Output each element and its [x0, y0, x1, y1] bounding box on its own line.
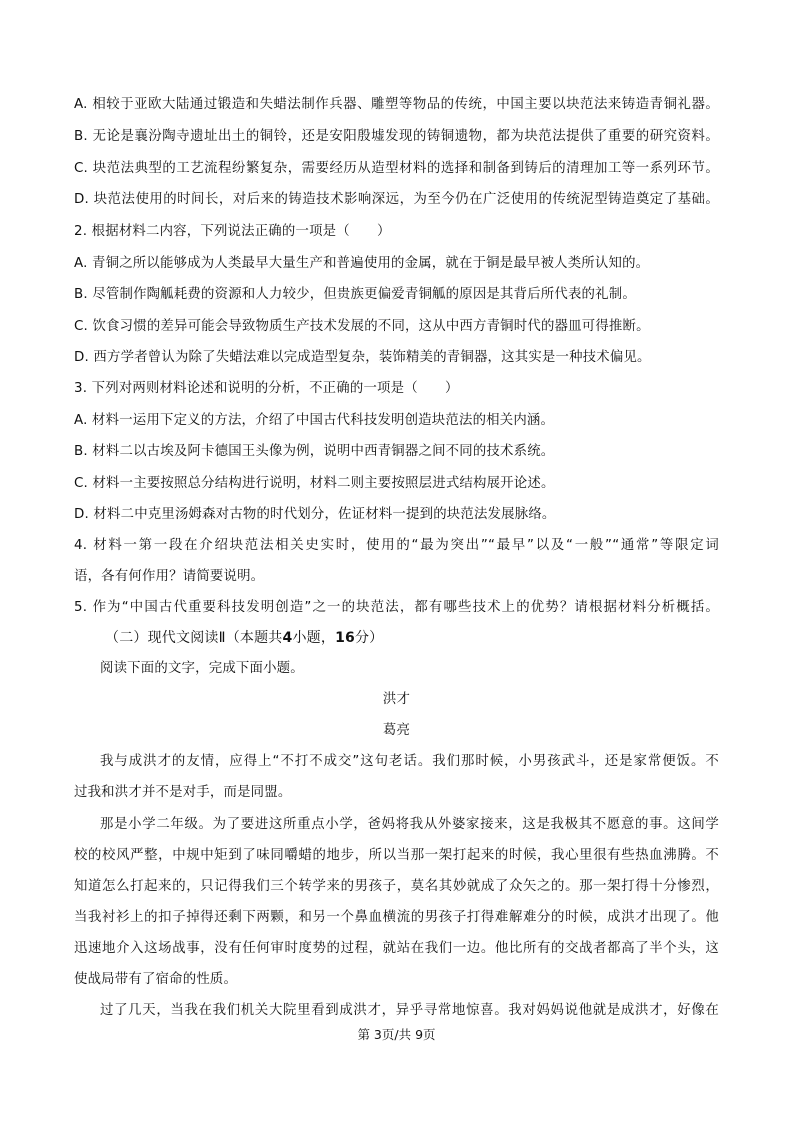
paragraph-2-line-3: 知道怎么打起来的，只记得我们三个转学来的男孩子，莫名其妙就成了众矢之的。那一架打得十分惨烈， — [74, 879, 719, 894]
section-mid: 小题， — [292, 630, 336, 646]
paragraph-2-line-4: 当我衬衫上的扣子掉得还剩下两颗，和另一个鼻血横流的男孩子打得难解难分的时候，成洪才出现了。他 — [74, 910, 719, 925]
section-suffix: 分） — [354, 630, 384, 646]
q2-option-d: D. 西方学者曾认为除了失蜡法难以完成造型复杂，装饰精美的青铜器，这其实是一种技术偏见。 — [74, 350, 651, 365]
q3-option-a: A. 材料一运用下定义的方法，介绍了中国古代科技发明创造块范法的相关内涵。 — [74, 413, 555, 428]
section-prefix: （二）现代文阅读Ⅱ（本题共 — [105, 630, 283, 646]
paragraph-2-line-5: 迅速地介入这场战事，没有任何审时度势的过程，就站在我们一边。他比所有的交战者都高了半个头，这 — [74, 941, 719, 956]
paragraph-2-line-1: 那是小学二年级。为了要进这所重点小学，爸妈将我从外婆家接来，这是我极其不愿意的事。这间学 — [100, 817, 719, 832]
paragraph-1-line-1: 我与成洪才的友情，应得上“不打不成交”这句老话。我们那时候，小男孩武斗，还是家常便饭。不 — [100, 754, 719, 769]
q1-option-b: B. 无论是襄汾陶寺遗址出土的铜铃，还是安阳殷墟发现的铸铜遗物，都为块范法提供了重要的研究资料。 — [74, 129, 719, 144]
q3-stem: 3. 下列对两则材料论述和说明的分析，不正确的一项是（ ） — [74, 381, 459, 396]
q3-option-d: D. 材料二中克里汤姆森对古物的时代划分，佐证材料一提到的块范法发展脉络。 — [74, 507, 556, 522]
q2-option-c: C. 饮食习惯的差异可能会导致物质生产技术发展的不同，这从中西方青铜时代的器皿可得推断。 — [74, 319, 650, 334]
story-author: 葛亮 — [382, 723, 411, 738]
paragraph-2-line-6: 使战局带有了宿命的性质。 — [74, 972, 238, 987]
section-score: 16 — [335, 630, 355, 646]
q1-option-d: D. 块范法使用的时间长，对后来的铸造技术影响深远，为至今仍在广泛使用的传统泥型铸造奠定了基础。 — [74, 192, 719, 207]
q2-option-b: B. 尽管制作陶觚耗费的资源和人力较少，但贵族更偏爱青铜觚的原因是其背后所代表的礼制。 — [74, 287, 636, 302]
q1-option-a: A. 相较于亚欧大陆通过锻造和失蜡法制作兵器、雕塑等物品的传统，中国主要以块范法来铸造青铜礼器。 — [74, 97, 719, 112]
q1-option-c: C. 块范法典型的工艺流程纷繁复杂，需要经历从造型材料的选择和制备到铸后的清理加工等一系列环节。 — [74, 161, 719, 176]
section-heading — [105, 628, 755, 648]
q3-option-c: C. 材料一主要按照总分结构进行说明，材料二则主要按照层进式结构展开论述。 — [74, 476, 555, 491]
paragraph-3-line-1: 过了几天，当我在我们机关大院里看到成洪才，异乎寻常地惊喜。我对妈妈说他就是成洪才，好像在 — [100, 1003, 719, 1018]
q3-option-b: B. 材料二以古埃及阿卡德国王头像为例，说明中西青铜器之间不同的技术系统。 — [74, 444, 555, 459]
section-count: 4 — [282, 630, 293, 646]
q5-stem: 5. 作为“中国古代重要科技发明创造”之一的块范法，都有哪些技术上的优势？请根据材料分析概括。 — [74, 600, 719, 615]
q4-line-2: 语，各有何作用？请简要说明。 — [74, 569, 265, 584]
q4-line-1: 4. 材料一第一段在介绍块范法相关史实时，使用的“最为突出”“最早”以及“一般”“通常”等限定词 — [74, 538, 719, 553]
instruction: 阅读下面的文字，完成下面小题。 — [100, 661, 304, 676]
paragraph-1-line-2: 过我和洪才并不是对手，而是同盟。 — [74, 785, 292, 800]
q2-stem: 2. 根据材料二内容，下列说法正确的一项是（ ） — [74, 224, 391, 239]
paragraph-2-line-2: 校的校风严整，中规中矩到了味同嚼蜡的地步，所以当那一架打起来的时候，我心里很有些热血沸腾。不 — [74, 848, 719, 863]
page-number: 第 3页/共 9页 — [357, 1027, 436, 1042]
q2-option-a: A. 青铜之所以能够成为人类最早大量生产和普遍使用的金属，就在于铜是最早被人类所认知的。 — [74, 256, 650, 271]
story-title: 洪才 — [382, 692, 411, 707]
